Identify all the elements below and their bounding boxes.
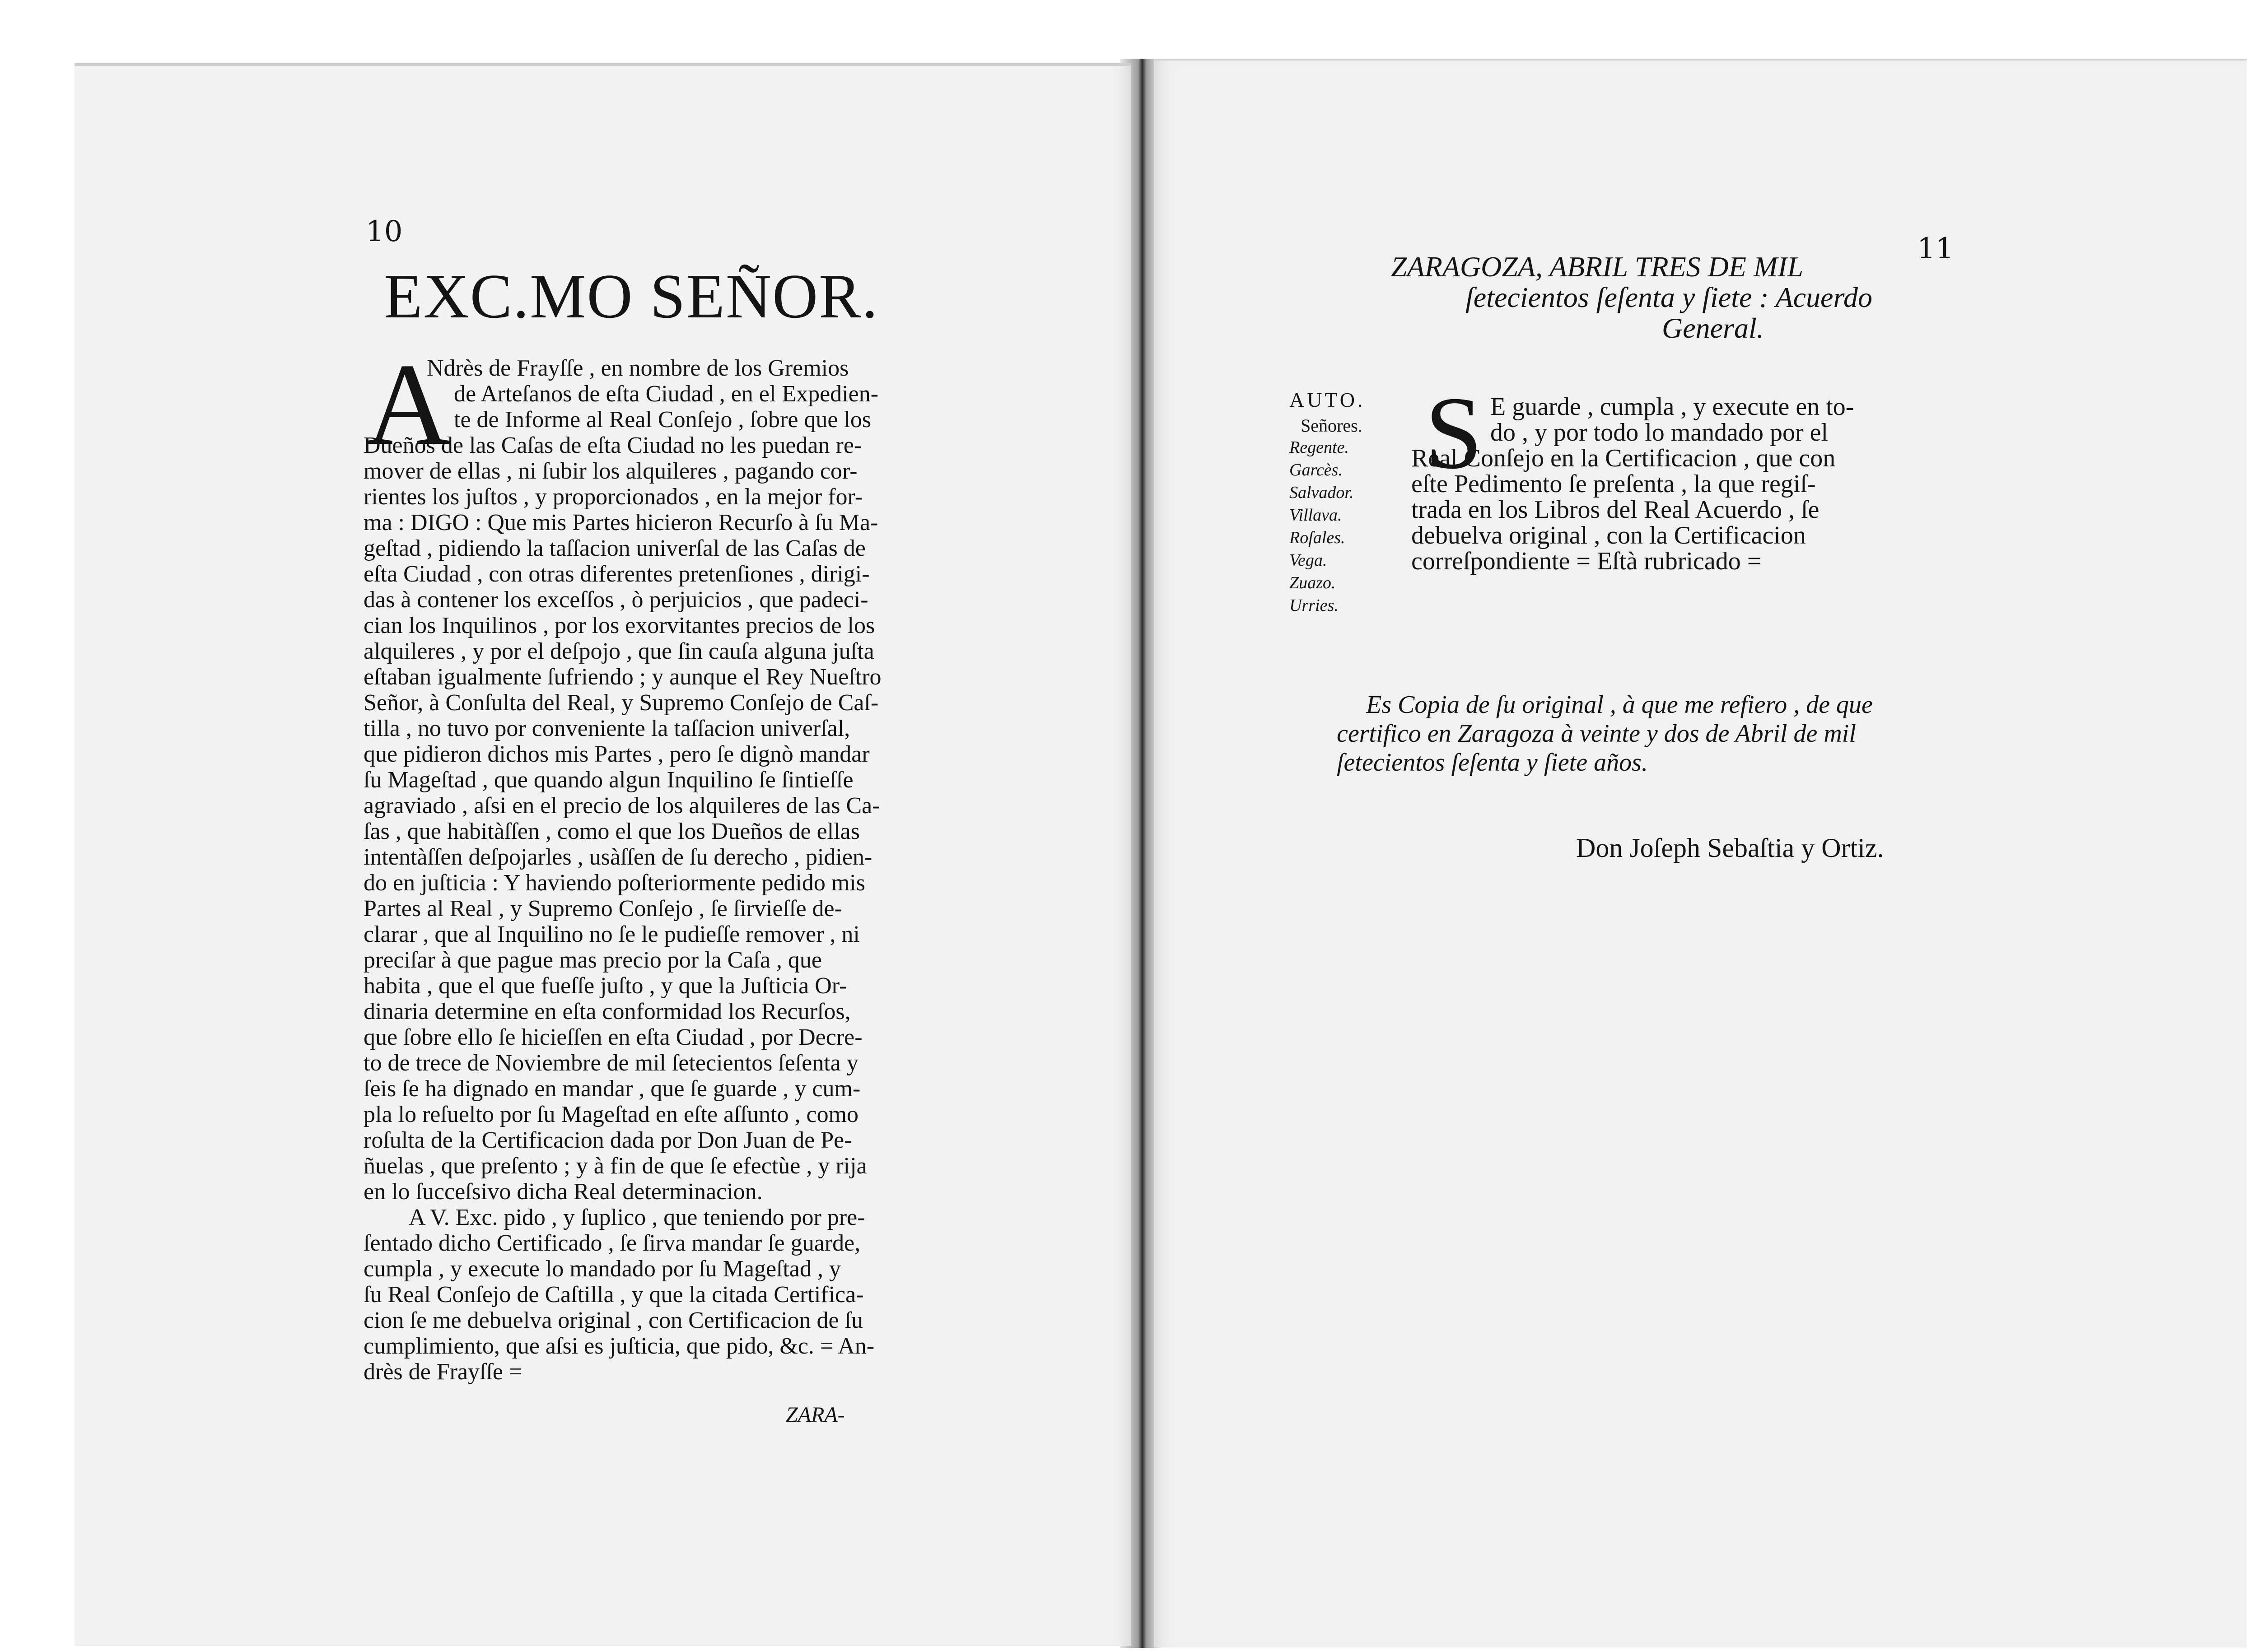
body-line: geſtad , pidiendo la taſſacion univerſal de las Caſas de	[364, 535, 866, 561]
senor-name: Zuazo.	[1289, 573, 1336, 592]
body-line: roſulta de la Certificacion dada por Don Juan de Pe-	[364, 1127, 852, 1153]
body-line: drès de Frayſſe =	[364, 1359, 523, 1385]
senor-name: Urries.	[1289, 596, 1339, 615]
copy-line: ſetecientos ſeſenta y ſiete años.	[1337, 749, 1648, 777]
body-line: pla lo reſuelto por ſu Mageſtad en eſte aſſunto , como	[364, 1102, 859, 1127]
body-line: das à contener los exceſſos , ò perjuicios , que padeci-	[364, 587, 868, 613]
body-line: preciſar à que pague mas precio por la Caſa , que	[364, 947, 822, 973]
body-line: cumpla , y execute lo mandado por ſu Mageſtad , y	[364, 1256, 841, 1282]
body-line: intentàſſen deſpojarles , usàſſen de ſu derecho , pidien-	[364, 844, 872, 870]
senor-name: Vega.	[1289, 551, 1327, 570]
senor-name: Garcès.	[1289, 461, 1343, 479]
body-line: agraviado , aſsi en el precio de los alquileres de las Ca-	[364, 793, 880, 819]
drop-cap-left: A	[366, 340, 451, 470]
body-line: habita , que el que fueſſe juſto , y que la Juſticia Or-	[364, 973, 847, 999]
body-line: ſu Mageſtad , que quando algun Inquilino ſe ſintieſſe	[364, 767, 854, 793]
auto-line: do , y por todo lo mandado por el	[1490, 419, 1829, 447]
body-line: ñuelas , que preſento ; y à fin de que ſe efectùe , y rija	[364, 1153, 867, 1179]
page-heading: EXC.MO SEÑOR.	[384, 261, 879, 331]
page-number-right: 11	[1917, 232, 1954, 265]
body-line: alquileres , y por el deſpojo , que ſin cauſa alguna juſta	[364, 638, 874, 664]
body-line: clarar , que al Inquilino no ſe le pudieſſe remover , ni	[364, 921, 860, 947]
body-line: eſta Ciudad , con otras diferentes pretenſiones , dirigi-	[364, 561, 870, 587]
body-line: cian los Inquilinos , por los exorvitantes precios de los	[364, 613, 875, 638]
auto-line: Real Conſejo en la Certificacion , que con	[1411, 444, 1836, 472]
body-line: to de trece de Noviembre de mil ſetecientos ſeſenta y	[364, 1050, 858, 1076]
body-line: eſtaban igualmente ſufriendo ; y aunque el Rey Nueſtro	[364, 664, 882, 690]
auto-label: AUTO.	[1289, 388, 1366, 411]
copy-line: Es Copia de ſu original , à que me refiero , de que	[1366, 691, 1873, 719]
left-page	[75, 63, 1131, 1646]
signature: Don Joſeph Sebaſtia y Ortiz.	[1576, 833, 1884, 863]
body-line: en lo ſucceſsivo dicha Real determinacion.	[364, 1179, 763, 1205]
page-number-left: 10	[366, 215, 403, 248]
auto-line: E guarde , cumpla , y execute en to-	[1490, 393, 1854, 421]
heading-line: General.	[1662, 312, 1764, 344]
heading-line: ZARAGOZA, ABRIL TRES DE MIL	[1391, 251, 1804, 283]
body-line: que pidieron dichos mis Partes , pero ſe dignò mandar	[364, 741, 870, 767]
body-line: ſu Real Conſejo de Caſtilla , y que la citada Certifica-	[364, 1282, 864, 1308]
body-line: Ndrès de Frayſſe , en nombre de los Gremios	[427, 355, 849, 381]
catchword: ZARA-	[786, 1403, 845, 1427]
right-page	[1154, 59, 2247, 1647]
body-line: ma : DIGO : Que mis Partes hicieron Recurſo à ſu Ma-	[364, 510, 878, 535]
body-line: mover de ellas , ni ſubir los alquileres , pagando cor-	[364, 458, 858, 484]
auto-line: trada en los Libros del Real Acuerdo , ſe	[1411, 496, 1819, 524]
body-line: tilla , no tuvo por conveniente la taſſacion univerſal,	[364, 716, 850, 741]
body-line: ſeis ſe ha dignado en mandar , que ſe guarde , y cum-	[364, 1076, 861, 1102]
heading-line: ſetecientos ſeſenta y ſiete : Acuerdo	[1465, 281, 1872, 313]
copy-line: certifico en Zaragoza à veinte y dos de Abril de mil	[1337, 720, 1856, 748]
senores-label: Señores.	[1301, 415, 1362, 436]
body-line: Partes al Real , y Supremo Conſejo , ſe ſirvieſſe de-	[364, 896, 842, 921]
body-line: dinaria determine en eſta conformidad los Recurſos,	[364, 999, 851, 1024]
senor-name: Regente.	[1289, 438, 1349, 457]
body-line: Dueños de las Caſas de eſta Ciudad no les puedan re-	[364, 433, 862, 458]
body-line: ſas , que habitàſſen , como el que los Dueños de ellas	[364, 819, 860, 844]
body-line: Señor, à Conſulta del Real, y Supremo Conſejo de Caſ-	[364, 690, 879, 716]
auto-line: debuelva original , con la Certificacion	[1411, 521, 1806, 549]
body-line: de Arteſanos de eſta Ciudad , en el Expedien-	[454, 381, 879, 407]
body-line: cion ſe me debuelva original , con Certificacion de ſu	[364, 1308, 863, 1333]
body-line: do en juſticia : Y haviendo poſteriormente pedido mis	[364, 870, 865, 896]
senor-name: Villava.	[1289, 506, 1342, 525]
body-line: te de Informe al Real Conſejo , ſobre que los	[454, 407, 872, 433]
body-line: rientes los juſtos , y proporcionados , en la mejor for-	[364, 484, 863, 510]
senor-name: Salvador.	[1289, 483, 1354, 502]
drop-cap-right: S	[1425, 375, 1483, 490]
body-line: ſentado dicho Certificado , ſe ſirva mandar ſe guarde,	[364, 1230, 861, 1256]
auto-line: correſpondiente = Eſtà rubricado =	[1411, 547, 1762, 575]
body-line: que ſobre ello ſe hicieſſen en eſta Ciudad , por Decre-	[364, 1024, 863, 1050]
body-line: A V. Exc. pido , y ſuplico , que teniendo por pre-	[409, 1205, 865, 1230]
senor-name: Roſales.	[1289, 528, 1345, 547]
auto-line: eſte Pedimento ſe preſenta , la que regiſ-	[1411, 470, 1816, 498]
body-line: cumplimiento, que aſsi es juſticia, que pido, &c. = An-	[364, 1333, 875, 1359]
